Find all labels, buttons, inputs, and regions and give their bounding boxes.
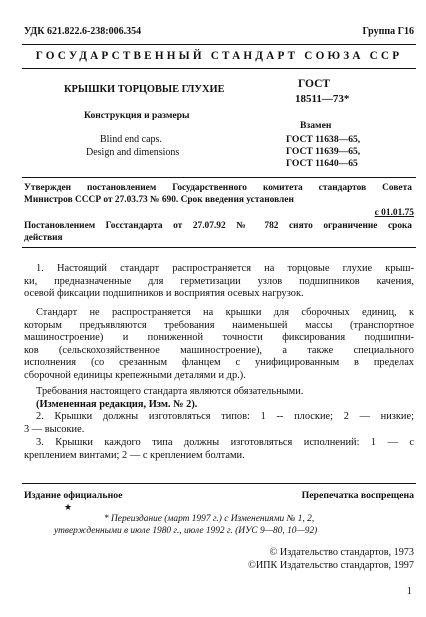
paragraph-line: 3. Крышки каждого типа должны изготовляться исполнений: 1 — с	[36, 437, 414, 448]
paragraph-types	[24, 411, 414, 436]
paragraph-line: Стандарт не распространяется на крышки для сборочных единиц, к	[36, 307, 414, 318]
page-number: 1	[406, 586, 412, 597]
reissue-note: * Переиздание (март 1997 г.) с Изменениями № 1, 2,	[104, 514, 315, 524]
paragraph-line: машиностроение) и пониженной точности фиксирования подшипни-	[24, 332, 414, 344]
paragraph-line: исполнения (со срезанным фланцем с унифицированным в пределах	[24, 357, 414, 369]
footer-rule	[22, 483, 416, 484]
copyright-1973: © Издательство стандартов, 1973	[269, 547, 414, 558]
title-block-rule	[22, 177, 416, 178]
header-rule-bottom	[22, 68, 416, 69]
reissue-note: утвержденными в июле 1980 г., июле 1992 г. (ИУС 9—80, 10—92)	[54, 526, 318, 536]
paragraph-line: креплением винтами; 2 — с креплением болтами.	[24, 449, 245, 461]
copyright-1997: ©ИПК Издательство стандартов, 1997	[248, 560, 414, 571]
star-icon: ★	[64, 502, 73, 512]
paragraph-line: 3 — высокие.	[24, 423, 85, 435]
paragraph-line: осевой фиксации подшипников и восприятия осевых нагрузок.	[24, 288, 304, 300]
paragraph-line: Требования настоящего стандарта являются обязательными.	[36, 386, 304, 397]
approval-line: Министров СССР от 27.03.73 № 690. Срок введения установлен	[24, 195, 294, 205]
document-title: КРЫШКИ ТОРЦОВЫЕ ГЛУХИЕ	[64, 84, 225, 95]
gost-number: 18511—73*	[295, 93, 350, 105]
gost-label: ГОСТ	[298, 78, 331, 90]
approval-rule	[22, 247, 416, 248]
reprint-notice: Перепечатка воспрещена	[301, 490, 414, 501]
header-rule-top	[22, 44, 416, 45]
paragraph-scope	[24, 263, 414, 301]
paragraph-line: которым предъявляются требования наименьшей массы (транспортное	[24, 319, 414, 331]
replaces-item: ГОСТ 11640—65	[286, 158, 358, 169]
approval-line: Утвержден постановлением Государственного комитета стандартов Совета	[24, 183, 412, 193]
amendment-note: (Измененная редакция, Изм. № 2).	[36, 398, 198, 410]
replaces-item: ГОСТ 11639—65,	[286, 146, 361, 157]
title-english-2: Design and dimensions	[86, 147, 180, 158]
replaces-label: Взамен	[300, 120, 332, 131]
approval-line: действия	[24, 233, 63, 243]
introduction-date: с 01.01.75	[374, 208, 414, 218]
paragraph-mandatory	[24, 386, 414, 411]
paragraph-exclusions	[24, 307, 414, 383]
group-code: Группа Г16	[362, 26, 414, 37]
paragraph-versions	[24, 437, 414, 462]
paragraph-line: ков (сельскохозяйственное машиностроение), а также специального	[24, 344, 414, 356]
paragraph-line: сборочной единицы крепежными деталями и др.).	[24, 369, 246, 381]
document-subtitle: Конструкция и размеры	[84, 110, 190, 121]
paragraph-line: ки, предназначенные для герметизации узлов подшипников качения,	[24, 275, 414, 287]
official-edition: Издание официальное	[24, 490, 123, 501]
title-english-1: Blind end caps.	[100, 134, 162, 145]
paragraph-line: 2. Крышки должны изготовляться типов: 1 -- плоские; 2 — низкие;	[36, 411, 414, 422]
replaces-item: ГОСТ 11638—65,	[286, 134, 361, 145]
approval-line: Постановлением Госстандарта от 27.07.92 № 782 снято ограничение срока	[24, 221, 412, 231]
paragraph-line: 1. Настоящий стандарт распространяется на торцовые глухие крыш-	[36, 263, 414, 274]
standard-title: ГОСУДАРСТВЕННЫЙ СТАНДАРТ СОЮЗА ССР	[35, 50, 403, 62]
udk-code: УДК 621.822.6-238:006.354	[24, 26, 142, 37]
